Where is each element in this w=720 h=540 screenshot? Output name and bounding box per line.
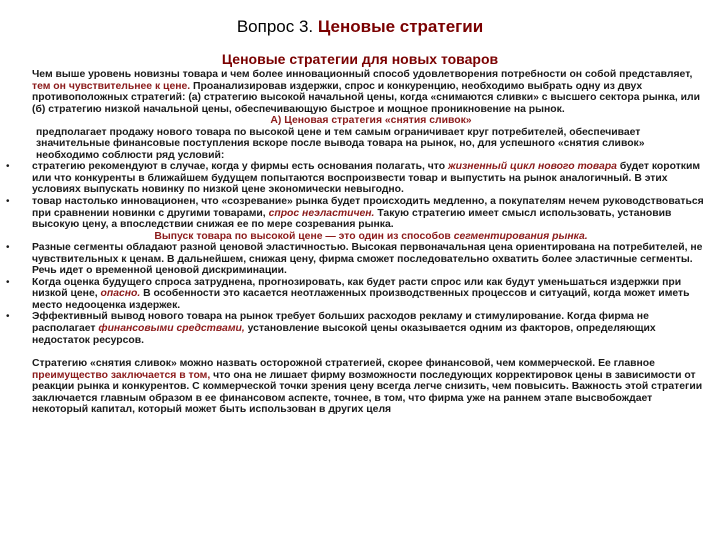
spacer (32, 346, 710, 358)
section-a-description: предполагает продажу нового товара по высокой цене и тем самым ограничивает круг потребителей, обеспечивает значительные финансовые поступления вскоре после вывода товара на рынок, но, для успешного «снятия сливок» необходимо соблюсти ряд условий: (36, 126, 645, 161)
title-prefix: Вопрос 3. (236, 17, 318, 36)
section-a-heading: А) Ценовая стратегия «снятия сливок» (270, 115, 472, 127)
bullet-marker: • (6, 311, 10, 323)
conditions-list-2 (6, 242, 710, 346)
page-title (0, 16, 720, 38)
conditions-list (6, 161, 710, 231)
list-item: • товар настолько инновационен, что «созревание» рынка будет происходить медленно, а покупателям нечем руководствоваться при сравнении новинки с другими товарами, спрос неэластичен. Такую стратегию имеет смысл использовать, установив высокую цену, а впоследствии снижая ее по мере созревания рынка. (6, 196, 704, 231)
bullet-marker: • (6, 242, 10, 254)
intro-highlight: тем он чувствительнее к цене. (32, 80, 191, 92)
bullet-marker: • (6, 161, 10, 173)
title-accent: Ценовые стратегии (317, 17, 484, 36)
conclusion-paragraph: Стратегию «снятия сливок» можно назвать осторожной стратегией, скорее финансовой, чем коммерческой. Ее главное преимущество заключается в том, что она не лишает фирму возможности последующих корректировок цены в зависимости от реакции рынка и конкурентов. С коммерческой точки зрения цену всегда легче снизить, чем повысить. Важность этой стратегии заключается главным образом в ее финансовом аспекте, точнее, в том, что фирма уже на раннем этапе высвобождает некоторый капитал, который может быть использован в других целя (32, 358, 703, 416)
conclusion-highlight: преимущество заключается в том, (32, 369, 211, 381)
bullet-marker: • (6, 276, 10, 288)
section-subtitle: Ценовые стратегии для новых товаров (221, 51, 499, 67)
list-item: • Когда оценка будущего спроса затруднена, прогнозировать, как будет расти спрос или как будут уменьшаться издержки при низкой цене, опасно. В особенности это касается неотлаженных производственных процессов и ситуаций, когда может иметь место недооценка издержек. (6, 276, 690, 311)
bullet-marker: • (6, 196, 10, 208)
release-line: Выпуск товара по высокой цене — это один из способов сегментирования рынка. (154, 230, 588, 242)
document-body (6, 69, 710, 416)
list-item: • Разные сегменты обладают разной ценовой эластичностью. Высокая первоначальная цена ориентирована на потребителей, не чувствительных к ценам. В дальнейшем, снижая цену, фирма сможет последовательно охватить более эластичные сегменты. Речь идет о временной ценовой дискриминации. (6, 242, 703, 277)
intro-paragraph: Чем выше уровень новизны товара и чем более инновационный способ удовлетворения потребности он собой представляет, тем он чувствительнее к цене. Проанализировав издержки, спрос и конкуренцию, необходимо выбрать одну из двух противоположных стратегий: (а) стратегию высокой начальной цены, когда «снимаются сливки» с высшего сектора рынка, или (б) стратегию низкой начальной цены, обеспечивающую быстрое и мощное проникновение на рынок. (32, 69, 701, 115)
list-item: • стратегию рекомендуют в случае, когда у фирмы есть основания полагать, что жизненный цикл нового товара будет коротким или что конкуренты в ближайшем будущем попытаются воспроизвести товар и выпустить на рынок аналогичный. В этих условиях выпускать новинку по низкой цене экономически невыгодно. (6, 161, 701, 196)
list-item: • Эффективный вывод нового товара на рынок требует больших расходов рекламу и стимулирование. Когда фирма не располагает финансовыми средствами, установление высокой цены оказывается одним из факторов, определяющих недостаток ресурсов. (6, 311, 656, 346)
